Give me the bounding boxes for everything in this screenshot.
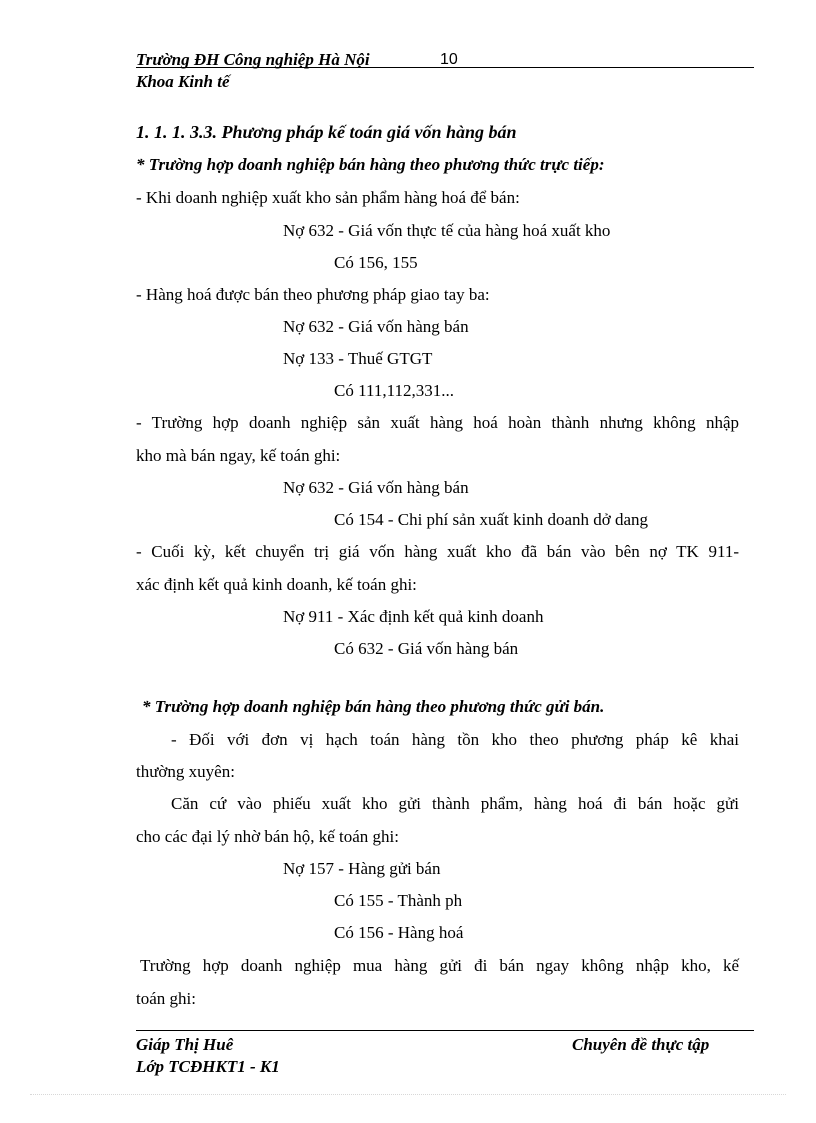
case1-entry-4a: Nợ 911 - Xác định kết quả kinh doanh [283, 607, 544, 626]
case1-paragraph-3-line2: kho mà bán ngay, kế toán ghi: [136, 446, 341, 465]
case1-entry-3b: Có 154 - Chi phí sản xuất kinh doanh dở dang [334, 510, 649, 529]
case2-paragraph-1-line2: thường xuyên: [136, 762, 235, 781]
case2-paragraph-2-line1: Căn cứ vào phiếu xuất kho gửi thành phẩm, hàng hoá đi bán hoặc gửi [171, 794, 739, 813]
case1-paragraph-4-line1: - Cuối kỳ, kết chuyển trị giá vốn hàng xuất kho đã bán vào bên nợ TK 911- [136, 542, 739, 561]
case2-entry-1c: Có 156 - Hàng hoá [334, 923, 464, 942]
case2-entry-1b: Có 155 - Thành ph [334, 891, 463, 910]
case2-paragraph-3-line1: Trường hợp doanh nghiệp mua hàng gửi đi bán ngay không nhập kho, kế [140, 956, 739, 975]
page-edge-dotted-line [30, 1094, 786, 1095]
case2-paragraph-2-line2: cho các đại lý nhờ bán hộ, kế toán ghi: [136, 827, 399, 846]
case1-entry-2c: Có 111,112,331... [334, 381, 454, 400]
case1-paragraph-4-line2: xác định kết quả kinh doanh, kế toán ghi: [136, 575, 417, 594]
footer-class: Lớp TCĐHKT1 - K1 [136, 1057, 280, 1076]
case1-entry-3a: Nợ 632 - Giá vốn hàng bán [283, 478, 469, 497]
case2-paragraph-1-line1: - Đối với đơn vị hạch toán hàng tồn kho theo phương pháp kê khai [171, 730, 739, 749]
header-school: Trường ĐH Công nghiệp Hà Nội [136, 50, 370, 69]
case2-entry-1a: Nợ 157 - Hàng gửi bán [283, 859, 441, 878]
footer-doc-type: Chuyên đề thực tập [572, 1035, 710, 1054]
case1-paragraph-2: - Hàng hoá được bán theo phương pháp giao tay ba: [136, 285, 490, 304]
case1-entry-2a: Nợ 632 - Giá vốn hàng bán [283, 317, 469, 336]
footer-rule [136, 1030, 754, 1031]
case1-paragraph-3-line1: - Trường hợp doanh nghiệp sản xuất hàng hoá hoàn thành nhưng không nhập [136, 413, 739, 432]
case1-entry-2b: Nợ 133 - Thuế GTGT [283, 349, 433, 368]
case1-heading: * Trường hợp doanh nghiệp bán hàng theo phương thức trực tiếp: [136, 155, 605, 174]
header-rule [136, 67, 754, 68]
case2-heading: * Trường hợp doanh nghiệp bán hàng theo phương thức gửi bán. [142, 697, 605, 716]
page-number: 10 [440, 51, 458, 68]
case1-entry-4b: Có 632 - Giá vốn hàng bán [334, 639, 519, 658]
case1-entry-1b: Có 156, 155 [334, 253, 418, 272]
header-faculty: Khoa Kinh tế [136, 72, 230, 91]
case2-paragraph-3-line2: toán ghi: [136, 989, 196, 1008]
section-title: 1. 1. 1. 3.3. Phương pháp kế toán giá vốn hàng bán [136, 122, 517, 142]
case1-paragraph-1: - Khi doanh nghiệp xuất kho sản phẩm hàng hoá để bán: [136, 188, 520, 207]
case1-entry-1a: Nợ 632 - Giá vốn thực tế của hàng hoá xuất kho [283, 221, 611, 240]
footer-author: Giáp Thị Huê [136, 1035, 234, 1054]
